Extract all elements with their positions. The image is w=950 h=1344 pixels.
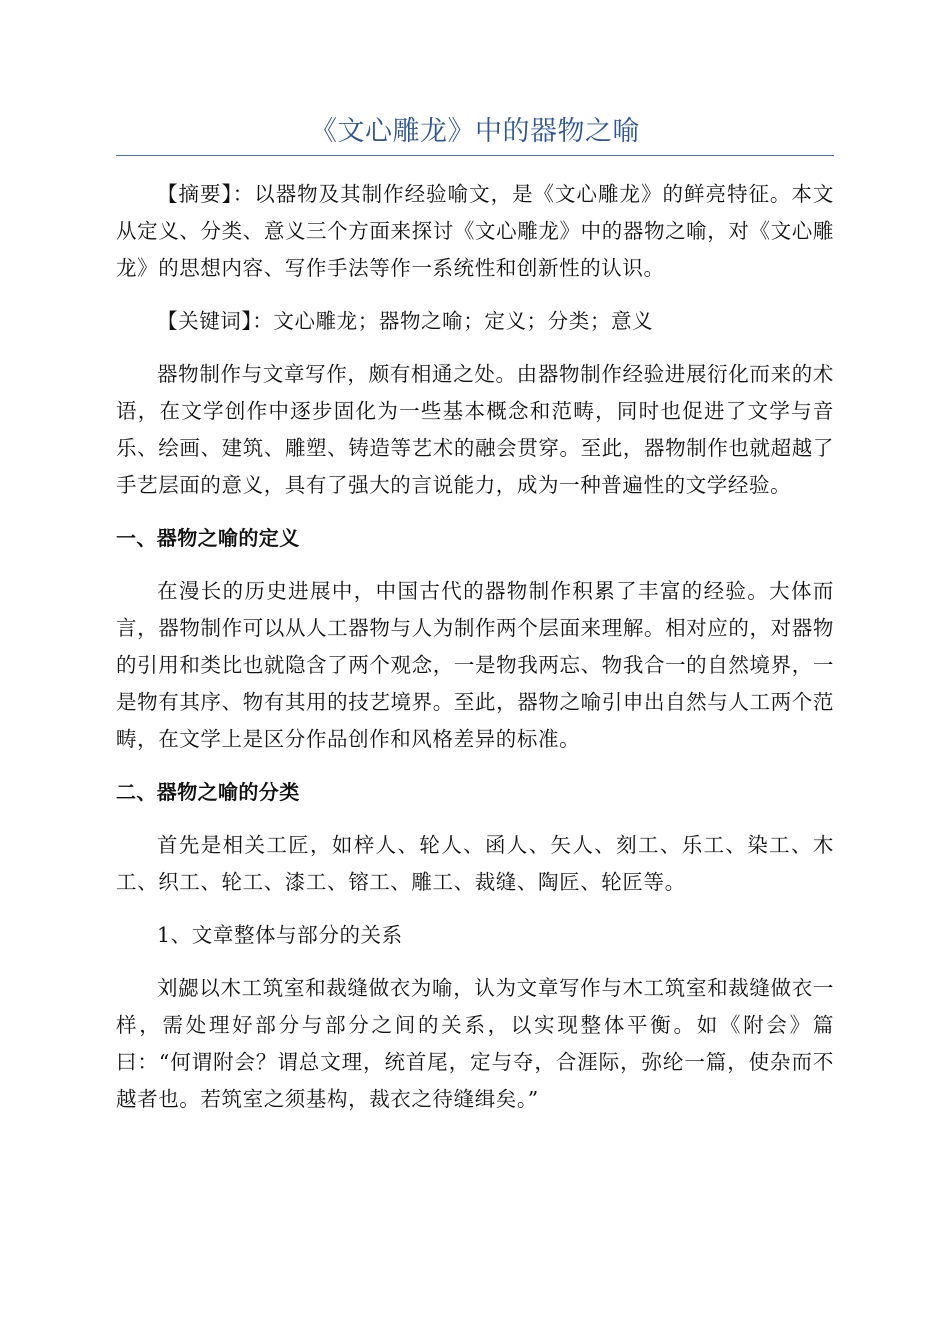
abstract-label: 【摘要】： [157,182,255,206]
intro-paragraph: 器物制作与文章写作，颇有相通之处。由器物制作经验进展衍化而来的术语，在文学创作中逐步固化为一些基本概念和范畴，同时也促进了文学与音乐、绘画、建筑、雕塑、铸造等艺术的融会贯穿。至此，器物制作也就超越了手艺层面的意义，具有了强大的言说能力，成为一种普遍性的文学经验。 [116,362,834,497]
classification-paragraph: 首先是相关工匠，如梓人、轮人、函人、矢人、刻工、乐工、染工、木工、织工、轮工、漆工、镕工、雕工、裁缝、陶匠、轮匠等。 [116,833,834,894]
document-title: 《文心雕龙》中的器物之喻 [310,116,640,147]
abstract-text: 以器物及其制作经验喻文，是《文心雕龙》的鲜亮特征。本文从定义、分类、意义三个方面来探讨《文心雕龙》中的器物之喻，对《文心雕龙》的思想内容、写作手法等作一系统性和创新性的认识。 [116,182,835,280]
keywords-label: 【关键词】： [157,309,274,333]
keywords-paragraph [116,303,834,340]
section-heading-classification: 二、器物之喻的分类 [116,780,300,804]
abstract-paragraph [116,176,834,287]
title-underline [116,155,834,156]
definition-paragraph: 在漫长的历史进展中，中国古代的器物制作积累了丰富的经验。大体而言，器物制作可以从人工器物与人为制作两个层面来理解。相对应的，对器物的引用和类比也就隐含了两个观念，一是物我两忘、物我合一的自然境界，一是物有其序、物有其用的技艺境界。至此，器物之喻引申出自然与人工两个范畴，在文学上是区分作品创作和风格差异的标准。 [116,579,834,751]
document-page [116,0,834,1118]
subsection-heading: 1、文章整体与部分的关系 [157,923,403,947]
section-heading-definition: 一、器物之喻的定义 [116,526,300,550]
keywords-text: 文心雕龙；器物之喻；定义；分类；意义 [273,309,654,333]
subsection-paragraph: 刘勰以木工筑室和裁缝做衣为喻，认为文章写作与木工筑室和裁缝做衣一样，需处理好部分与部分之间的关系，以实现整体平衡。如《附会》篇曰：“何谓附会？谓总文理，统首尾，定与夺，合涯际，弥纶一篇，使杂而不越者也。若筑室之须基构，裁衣之待缝缉矣。” [116,976,834,1111]
